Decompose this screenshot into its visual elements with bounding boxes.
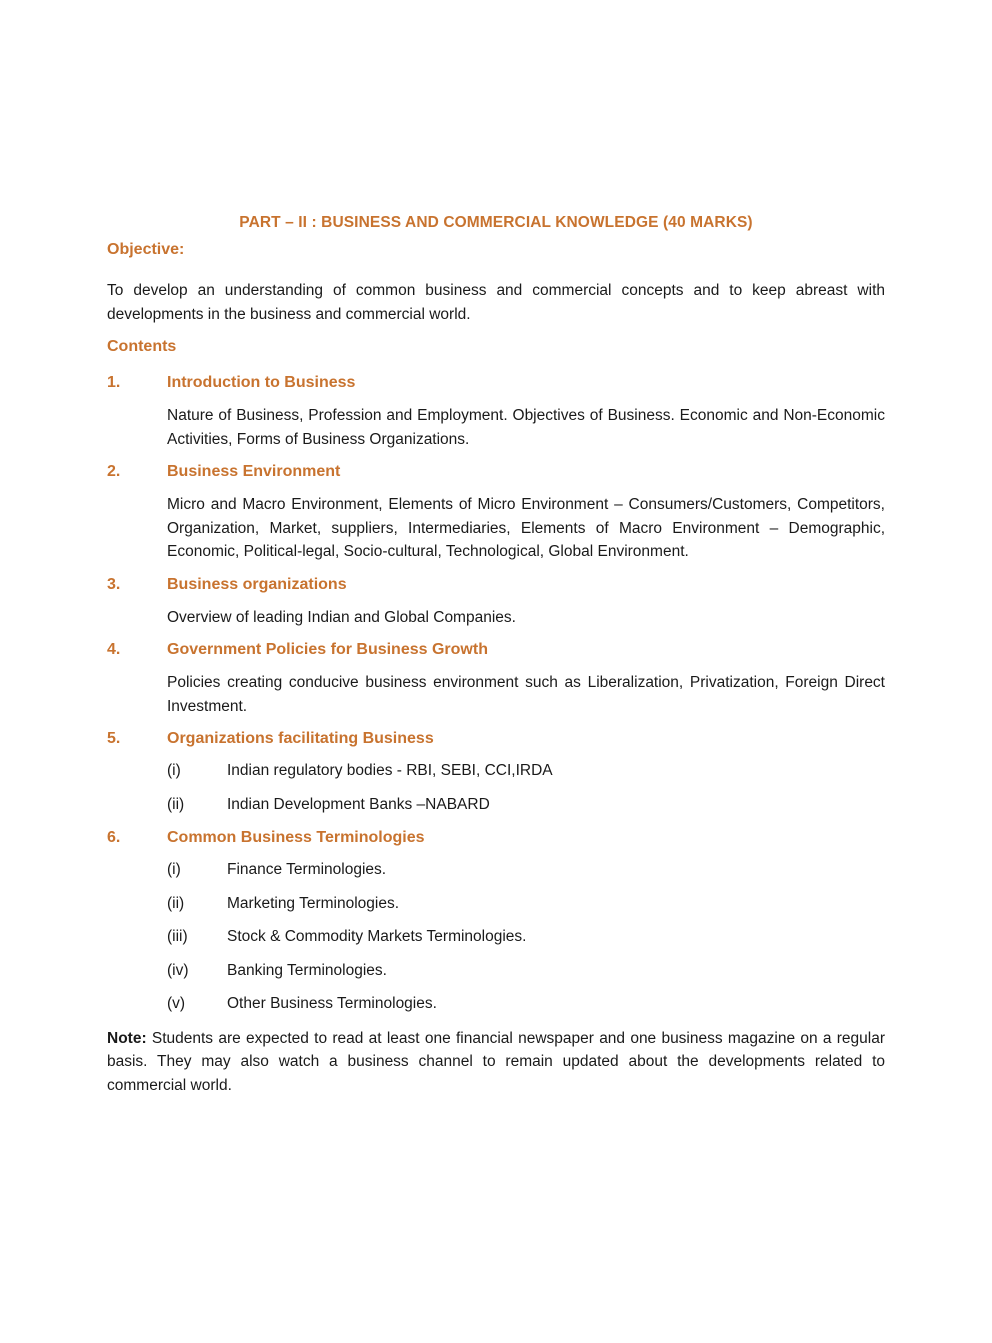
section-body: Policies creating conducive business environment such as Liberalization, Privatization, Foreign Direct Investment.	[167, 674, 885, 715]
section-business-environment	[107, 461, 885, 564]
section-body: Nature of Business, Profession and Employment. Objectives of Business. Economic and Non-Economic Activities, Forms of Business Organizations.	[167, 407, 885, 448]
section-business-organizations	[107, 574, 885, 630]
list-item	[167, 760, 885, 782]
list-item	[167, 926, 885, 948]
list-item	[167, 794, 885, 816]
section-number: 5.	[107, 730, 121, 747]
section-title: Organizations facilitating Business	[167, 730, 434, 747]
list-item-text: Indian Development Banks –NABARD	[227, 795, 490, 813]
list-item-number: (i)	[167, 861, 181, 878]
section-number: 2.	[107, 463, 121, 480]
section-heading	[107, 461, 885, 483]
list-item-number: (ii)	[167, 894, 185, 912]
list-item-text: Banking Terminologies.	[227, 961, 387, 979]
list-item	[167, 993, 885, 1015]
note-label: Note:	[107, 1029, 147, 1047]
list-item-text: Indian regulatory bodies - RBI, SEBI, CCI,IRDA	[227, 762, 553, 779]
sub-list	[167, 859, 885, 1015]
section-heading	[107, 372, 885, 394]
contents-heading: Contents	[107, 338, 177, 355]
section-heading	[107, 574, 885, 596]
section-organizations-facilitating-business	[107, 728, 885, 816]
objective-heading: Objective:	[107, 241, 185, 258]
section-title: Common Business Terminologies	[167, 829, 425, 846]
section-body: Overview of leading Indian and Global Companies.	[167, 608, 516, 626]
section-heading	[107, 827, 885, 849]
document-page	[107, 212, 885, 1097]
list-item	[167, 859, 885, 881]
sub-list	[167, 760, 885, 816]
note-paragraph	[107, 1027, 885, 1098]
section-number: 1.	[107, 374, 121, 391]
section-number: 3.	[107, 575, 121, 593]
section-heading	[107, 728, 885, 750]
list-item-number: (iv)	[167, 961, 189, 979]
list-item-number: (i)	[167, 762, 181, 779]
section-title: Introduction to Business	[167, 374, 356, 391]
list-item-text: Finance Terminologies.	[227, 861, 387, 878]
section-heading	[107, 639, 885, 661]
section-title: Business Environment	[167, 463, 341, 480]
section-title: Government Policies for Business Growth	[167, 641, 488, 658]
list-item-number: (iii)	[167, 928, 188, 945]
page-title: PART – II : BUSINESS AND COMMERCIAL KNOWLEDGE (40 MARKS)	[239, 214, 753, 231]
list-item-text: Marketing Terminologies.	[227, 894, 400, 912]
list-item-number: (ii)	[167, 795, 185, 813]
section-number: 6.	[107, 829, 121, 846]
list-item	[167, 960, 885, 982]
section-body: Micro and Macro Environment, Elements of Micro Environment – Consumers/Customers, Competitors, Organization, Market, suppliers, Intermediaries, Elements of Macro Environment – Demographic, Economic, Political-legal, Socio-cultural, Technological, Global Environment.	[167, 496, 885, 560]
list-item-text: Other Business Terminologies.	[227, 995, 437, 1012]
list-item	[167, 893, 885, 915]
section-number: 4.	[107, 641, 121, 658]
list-item-text: Stock & Commodity Markets Terminologies.	[227, 928, 527, 945]
section-title: Business organizations	[167, 575, 347, 593]
section-government-policies	[107, 639, 885, 718]
objective-text: To develop an understanding of common business and commercial concepts and to keep abreast with developments in the business and commercial world.	[107, 282, 885, 323]
section-introduction-to-business	[107, 372, 885, 451]
note-text: Students are expected to read at least one financial newspaper and one business magazine on a regular basis. They may also watch a business channel to remain updated about the developments related to commercial world.	[107, 1029, 885, 1094]
section-common-business-terminologies	[107, 827, 885, 1015]
list-item-number: (v)	[167, 995, 186, 1012]
